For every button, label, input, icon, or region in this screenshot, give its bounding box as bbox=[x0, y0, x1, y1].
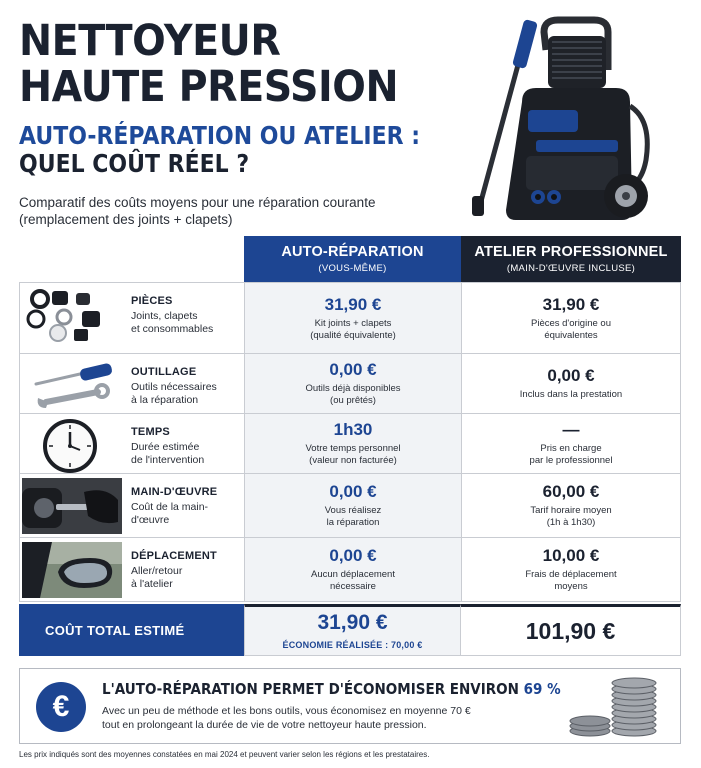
column-header-self-repair bbox=[244, 236, 461, 282]
seals-parts-icon bbox=[22, 287, 122, 343]
self-repair-value: 31,90 € bbox=[324, 294, 382, 314]
note-line: (1h à 1h30) bbox=[546, 517, 596, 528]
row-description bbox=[131, 565, 241, 591]
self-repair-value: 1h30 bbox=[333, 420, 373, 439]
row-title: PIÈCES bbox=[131, 295, 173, 307]
table-row-parts bbox=[20, 283, 680, 353]
subtitle-line-2: QUEL COÛT RÉEL ? bbox=[19, 149, 250, 178]
note-line: (qualité équivalente) bbox=[310, 329, 396, 341]
row-description bbox=[131, 381, 241, 407]
note-line: Aucun déplacement bbox=[311, 569, 395, 580]
row-description-line: à la réparation bbox=[131, 394, 199, 406]
self-repair-cell bbox=[245, 283, 462, 353]
note-line: Inclus dans la prestation bbox=[519, 389, 623, 400]
column-title: ATELIER PROFESSIONNEL bbox=[474, 244, 668, 260]
self-repair-cell bbox=[245, 414, 462, 473]
row-title: DÉPLACEMENT bbox=[131, 550, 217, 562]
workshop-note bbox=[462, 443, 680, 467]
intro-text bbox=[19, 194, 379, 228]
workshop-note bbox=[462, 318, 680, 342]
labor-icon bbox=[22, 478, 122, 534]
self-repair-note bbox=[245, 505, 461, 529]
row-description-line: de l'intervention bbox=[131, 454, 205, 466]
row-label-cell bbox=[20, 283, 245, 353]
workshop-note bbox=[462, 569, 680, 593]
total-self-repair-cell bbox=[244, 604, 461, 656]
row-label-cell bbox=[20, 414, 245, 473]
callout-percent: 69 % bbox=[523, 680, 561, 698]
table-row-labor bbox=[20, 473, 680, 537]
note-line: (ou prêtés) bbox=[330, 395, 376, 406]
column-subtitle: (VOUS-MÊME) bbox=[318, 263, 387, 274]
intro-line-1: Comparatif des coûts moyens pour une réparation courante bbox=[19, 195, 376, 210]
workshop-value: 10,00 € bbox=[542, 546, 600, 565]
note-line: Votre temps personnel bbox=[305, 443, 401, 454]
intro-line-2: (remplacement des joints + clapets) bbox=[19, 212, 233, 227]
row-label bbox=[131, 550, 241, 591]
row-label bbox=[131, 426, 241, 467]
table-row-travel bbox=[20, 537, 680, 601]
callout-body-line: Avec un peu de méthode et les bons outils, vous économisez en moyenne 70 € bbox=[102, 705, 471, 717]
footnote: Les prix indiqués sont des moyennes constatées en mai 2024 et peuvent varier selon les régions et les prestataires. bbox=[19, 750, 430, 759]
self-repair-value: 0,00 € bbox=[329, 546, 377, 565]
savings-callout bbox=[19, 668, 681, 744]
note-line: Tarif horaire moyen bbox=[530, 505, 612, 516]
note-line: Pris en charge bbox=[540, 443, 602, 454]
clock-icon bbox=[22, 418, 122, 474]
row-description-line: Aller/retour bbox=[131, 565, 183, 577]
subtitle-line-1: AUTO-RÉPARATION OU ATELIER : bbox=[19, 121, 421, 150]
total-self-repair-value: 31,90 € bbox=[317, 611, 388, 634]
tools-icon bbox=[22, 358, 122, 414]
coin-stack-icon bbox=[568, 675, 674, 739]
row-description-line: Joints, clapets bbox=[131, 310, 198, 322]
row-label-cell bbox=[20, 538, 245, 601]
row-title: TEMPS bbox=[131, 426, 170, 438]
title-line-1: NETTOYEUR bbox=[19, 16, 281, 66]
row-description bbox=[131, 310, 241, 336]
row-label-cell bbox=[20, 474, 245, 537]
workshop-cell bbox=[462, 283, 680, 353]
self-repair-cell bbox=[245, 538, 462, 601]
self-repair-cell bbox=[245, 474, 462, 537]
row-description bbox=[131, 441, 241, 467]
row-description bbox=[131, 501, 241, 527]
self-repair-note bbox=[245, 318, 461, 342]
callout-title-text: L'AUTO-RÉPARATION PERMET D'ÉCONOMISER ENVIRON bbox=[102, 680, 519, 698]
row-description-line: Coût de la main- bbox=[131, 501, 209, 513]
row-description-line: Durée estimée bbox=[131, 441, 200, 453]
callout-body-line: tout en prolongeant la durée de vie de votre nettoyeur haute pression. bbox=[102, 719, 427, 731]
table-row-tools bbox=[20, 353, 680, 413]
note-line: nécessaire bbox=[330, 581, 376, 592]
workshop-cell bbox=[462, 354, 680, 413]
self-repair-cell bbox=[245, 354, 462, 413]
workshop-value: 60,00 € bbox=[542, 482, 600, 501]
note-line: Vous réalisez bbox=[324, 505, 382, 516]
self-repair-note bbox=[245, 443, 461, 467]
euro-icon: € bbox=[36, 682, 86, 732]
note-line: par le professionnel bbox=[529, 455, 613, 466]
self-repair-value: 0,00 € bbox=[329, 360, 377, 379]
note-line: Frais de déplacement bbox=[525, 569, 617, 580]
total-workshop-value: 101,90 € bbox=[525, 617, 616, 644]
row-label-cell bbox=[20, 354, 245, 413]
workshop-cell bbox=[462, 414, 680, 473]
total-workshop-cell bbox=[461, 604, 681, 656]
self-repair-value: 0,00 € bbox=[329, 482, 377, 501]
note-line: Kit joints + clapets bbox=[314, 317, 392, 329]
workshop-value: 31,90 € bbox=[542, 294, 600, 314]
page-title bbox=[19, 18, 398, 110]
row-title: MAIN-D'ŒUVRE bbox=[131, 486, 218, 498]
workshop-value: — bbox=[562, 420, 580, 439]
callout-title bbox=[102, 680, 561, 698]
note-line: Pièces d'origine ou bbox=[531, 317, 611, 329]
column-title: AUTO-RÉPARATION bbox=[281, 244, 424, 260]
row-description-line: et consommables bbox=[131, 323, 214, 335]
workshop-cell bbox=[462, 538, 680, 601]
note-line: moyens bbox=[554, 581, 588, 592]
column-header-workshop bbox=[461, 236, 681, 282]
savings-text: ÉCONOMIE RÉALISÉE : 70,00 € bbox=[282, 640, 423, 650]
table-body bbox=[19, 282, 681, 602]
row-title: OUTILLAGE bbox=[131, 366, 197, 378]
self-repair-note bbox=[245, 383, 461, 407]
row-description-line: à l'atelier bbox=[131, 578, 173, 590]
row-description-line: Outils nécessaires bbox=[131, 381, 217, 393]
note-line: (valeur non facturée) bbox=[309, 455, 397, 466]
table-row-time bbox=[20, 413, 680, 473]
workshop-note bbox=[462, 389, 680, 401]
self-repair-note bbox=[245, 569, 461, 593]
workshop-note bbox=[462, 505, 680, 529]
workshop-cell bbox=[462, 474, 680, 537]
note-line: Outils déjà disponibles bbox=[305, 383, 401, 394]
note-line: la réparation bbox=[326, 517, 380, 528]
car-mirror-icon bbox=[22, 542, 122, 598]
column-subtitle: (MAIN-D'ŒUVRE INCLUSE) bbox=[506, 263, 636, 274]
total-row bbox=[19, 604, 681, 656]
note-line: équivalentes bbox=[544, 329, 598, 341]
total-label: COÛT TOTAL ESTIMÉ bbox=[19, 604, 244, 656]
row-label bbox=[131, 366, 241, 407]
row-label bbox=[131, 486, 241, 527]
callout-body bbox=[102, 704, 492, 732]
workshop-value: 0,00 € bbox=[547, 366, 595, 385]
pressure-washer-image bbox=[466, 10, 656, 225]
row-label bbox=[131, 295, 241, 336]
title-line-2: HAUTE PRESSION bbox=[19, 62, 399, 112]
row-description-line: d'œuvre bbox=[131, 514, 170, 526]
